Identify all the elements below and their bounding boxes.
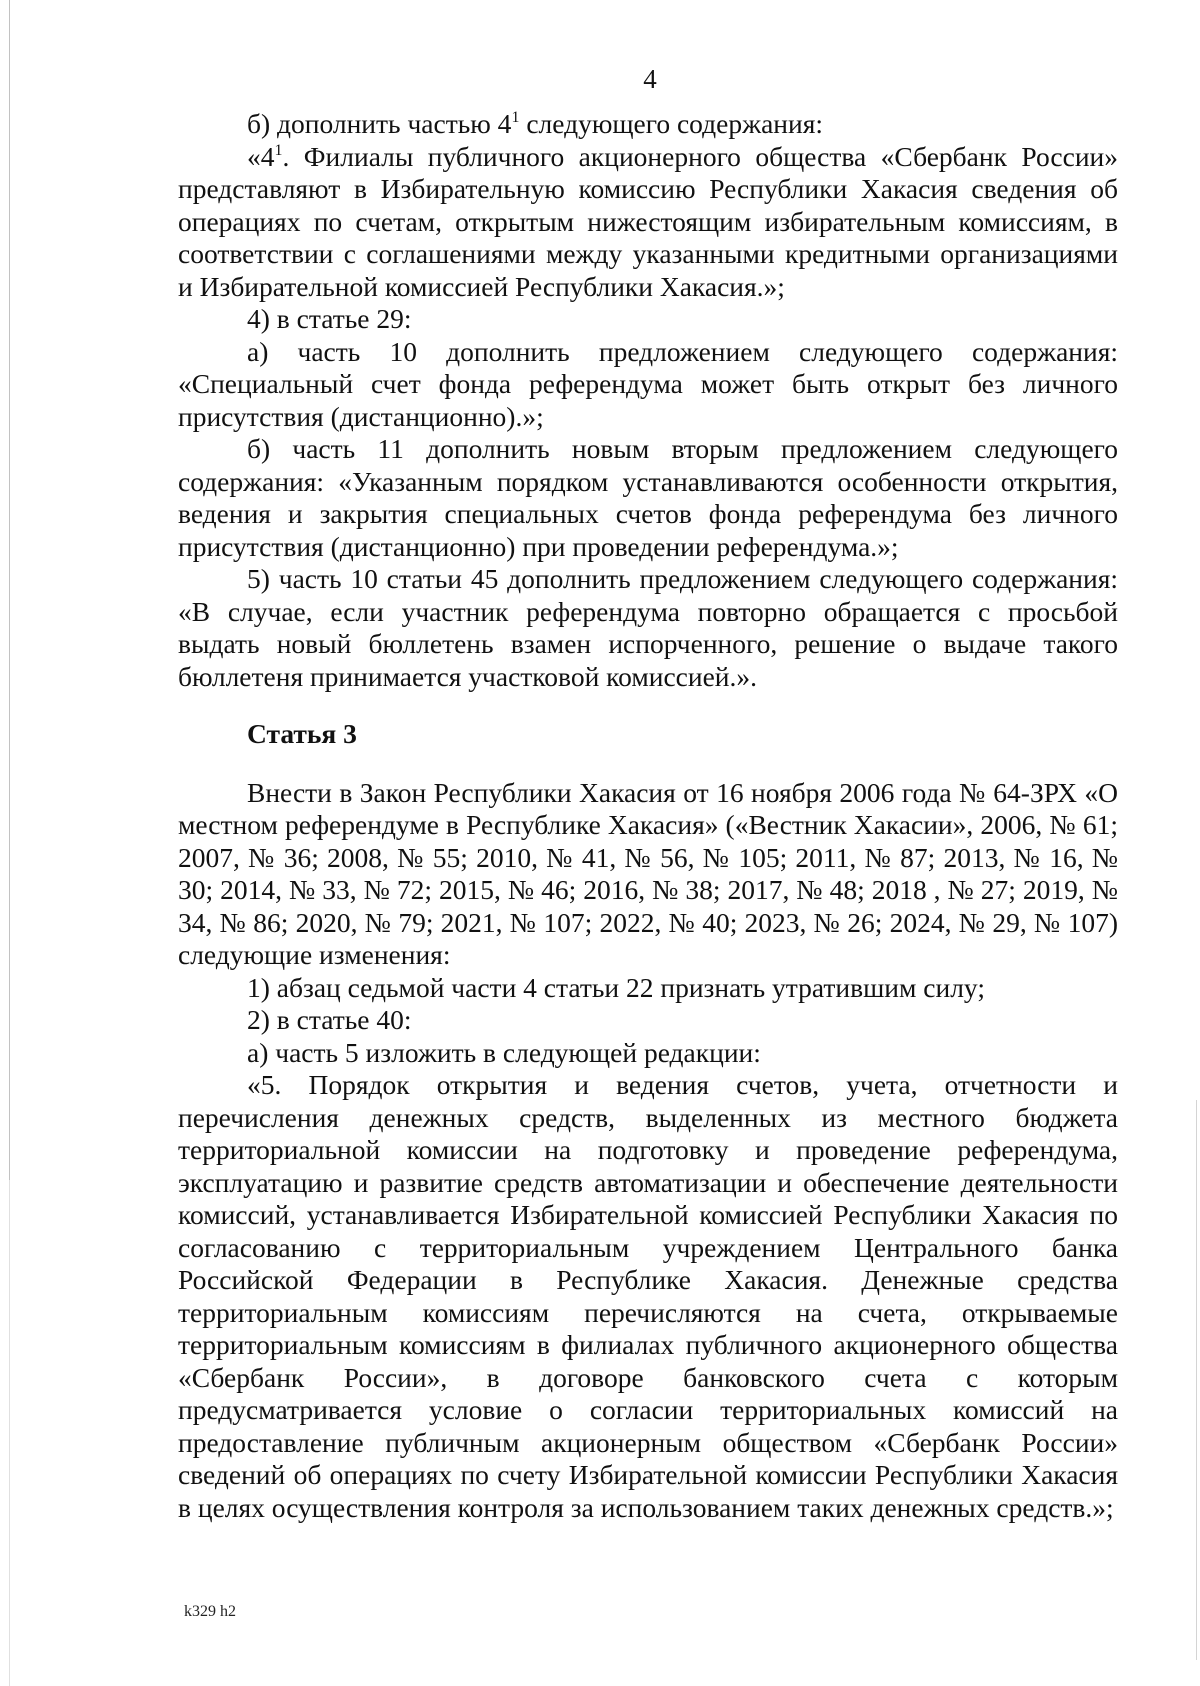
paragraph: «5. Порядок открытия и ведения счетов, учета, отчетности и перечисления денежных средств, выделенных из местного бюджета территориальной комиссии на подготовку и проведение референдума, эксплуатацию и развитие средств автоматизации и обеспечение деятельности комиссий, устанавливается Избирательной комиссией Республики Хакасия по согласованию с территориальным учреждением Центрального банка Российской Федерации в Республике Хакасия. Денежные средства территориальным комиссиям перечисляются на счета, открываемые территориальным комиссиям в филиалах публичного акционерного общества «Сбербанк России», в договоре банковского счета с которым предусматривается условие о согласии территориальных комиссий на предоставление публичным акционерным обществом «Сбербанк России» сведений об операциях по счету Избирательной комиссии Республики Хакасия в целях осуществления контроля за использованием таких денежных средств.»; xyxy=(178,1069,1118,1523)
paragraph: 1) абзац седьмой части 4 статьи 22 признать утратившим силу; xyxy=(247,971,985,1003)
paragraph: а) часть 10 дополнить предложением следующего содержания: «Специальный счет фонда референдума может быть открыт без личного присутствия (дистанционно).»; xyxy=(178,335,1118,432)
paragraph: 4) в статье 29: xyxy=(247,303,412,334)
paragraph: б) часть 11 дополнить новым вторым предложением следующего содержания: «Указанным порядком устанавливаются особенности открытия, ведения и закрытия специальных счетов фонда референдума без личного присутствия (дистанционно) при проведении референдума.»; xyxy=(178,433,1118,562)
footer-code: k329 h2 xyxy=(184,1603,236,1620)
body-text xyxy=(178,108,1118,1524)
superscript: 1 xyxy=(511,109,520,126)
paragraph: б) дополнить частью $4^1$ следующего содержания: xyxy=(247,108,824,139)
paragraph: 5) часть 10 статьи 45 дополнить предложением следующего содержания: «В случае, если участник референдума повторно обращается с просьбой выдать новый бюллетень взамен испорченного, решение о выдаче такого бюллетеня принимается участковой комиссией.». xyxy=(178,563,1118,692)
superscript: 1 xyxy=(274,141,283,159)
article-heading: Статья 3 xyxy=(247,718,357,749)
page-number: 4 xyxy=(643,64,657,94)
paragraph: 2) в статье 40: xyxy=(247,1004,412,1035)
scan-edge-left xyxy=(9,0,10,1686)
paragraph: а) часть 5 изложить в следующей редакции: xyxy=(247,1036,761,1068)
scan-edge-right xyxy=(1196,1100,1197,1660)
paragraph: Внести в Закон Республики Хакасия от 16 ноября 2006 года № 64-ЗРХ «О местном референдуме в Республике Хакасия» («Вестник Хакасии», 2006, № 61; 2007, № 36; 2008, № 55; 2010, № 41, № 56, № 105; 2011, № 87; 2013, № 16, № 30; 2014, № 33, № 72; 2015, № 46; 2016, № 38; 2017, № 48; 2018 , № 27; 2019, № 34, № 86; 2020, № 79; 2021, № 107; 2022, № 40; 2023, № 26; 2024, № 29, № 107) следующие изменения: xyxy=(178,776,1118,970)
paragraph: «$4^1$. Филиалы публичного акционерного общества «Сбербанк России» представляют в Избирательную комиссию Республики Хакасия сведения об операциях по счетам, открытым нижестоящим избирательным комиссиям, в соответствии с соглашениями между указанными кредитными организациями и Избирательной комиссией Республики Хакасия.»; xyxy=(178,140,1118,302)
